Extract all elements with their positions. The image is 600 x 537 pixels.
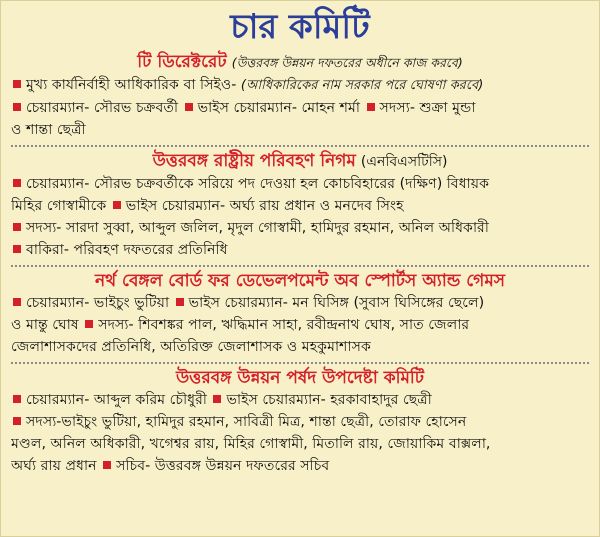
bullet-icon xyxy=(13,395,21,403)
section-2-line-4: বাকিরা- পরিবহণ দফতরের প্রতিনিধি xyxy=(11,239,589,261)
section-3-line-3: জেলাশাসকদের প্রতিনিধি, অতিরিক্ত জেলাশাসক ও মহকুমাশাসক xyxy=(11,339,371,355)
section-1-line-1: মুখ্য কার্যনির্বাহী আধিকারিক বা সিইও- (আধিকারিকের নাম সরকার পরে ঘোষণা করবে) xyxy=(11,74,589,97)
bullet-icon xyxy=(213,395,221,403)
divider xyxy=(11,362,589,364)
section-3-line-2: ও মান্তু ঘোষ সদস্য- শিবশঙ্কর পাল, ঋদ্ধিমান সাহা, রবীন্দ্রনাথ ঘোষ, সাত জেলার xyxy=(11,317,470,333)
divider xyxy=(11,145,589,147)
section-4-line-2: সদস্য-ভাইচুং ভুটিয়া, হামিদুর রহমান, সাবিত্রী মিত্র, শান্তা ছেত্রী, তোরাফ হোসেন xyxy=(11,411,589,433)
bullet-icon xyxy=(85,320,93,328)
section-2-title: উত্তরবঙ্গ রাষ্ট্রীয় পরিবহণ নিগম xyxy=(152,151,356,171)
page xyxy=(1,1,599,477)
section-1-header xyxy=(11,51,589,74)
bullet-icon xyxy=(13,179,21,187)
section-2-line-2: মিহির গোস্বামীকে ভাইস চেয়ারম্যান- অর্ঘ্য রায় প্রধান ও মনদেব সিংহ xyxy=(11,198,404,214)
section-4-line-4: অর্ঘ্য রায় প্রধান সচিব- উত্তরবঙ্গ উন্নয়ন দফতরের সচিব xyxy=(11,458,330,474)
bullet-icon xyxy=(13,298,21,306)
section-2-line-1: চেয়ারম্যান- সৌরভ চক্রবর্তীকে সরিয়ে পদ দেওয়া হল কোচবিহারের (দক্ষিণ) বিধায়ক xyxy=(11,173,589,195)
section-4-header xyxy=(11,367,589,389)
section-3-title: নর্থ বেঙ্গল বোর্ড ফর ডেভেলপমেন্ট অব স্পোর্টস অ্যান্ড গেমস xyxy=(94,271,505,291)
section-1-note: (উত্তরবঙ্গ উন্নয়ন দফতরের অধীনে কাজ করবে) xyxy=(231,55,463,70)
section-4-line-3: মণ্ডল, অনিল অধিকারী, খগেশ্বর রায়, মিহির গোস্বামী, মিতালি রায়, জোয়াকিম বাক্সলা, xyxy=(11,436,491,452)
section-2-line-3: সদস্য- সারদা সুব্বা, আব্দুল জলিল, মৃদুল গোস্বামী, হামিদুর রহমান, অনিল অধিকারী xyxy=(11,217,589,239)
bullet-icon xyxy=(13,80,21,88)
bullet-icon xyxy=(185,103,193,111)
bullet-icon xyxy=(103,461,111,469)
section-3-header xyxy=(11,270,589,292)
section-2-abbr: (এনবিএসটিসি) xyxy=(360,154,448,170)
bullet-icon xyxy=(176,298,184,306)
section-1-line-3: ও শান্তা ছেত্রী xyxy=(11,122,86,138)
bullet-icon xyxy=(13,417,21,425)
section-4-title: উত্তরবঙ্গ উন্নয়ন পর্ষদ উপদেষ্টা কমিটি xyxy=(175,368,425,388)
section-2-header xyxy=(11,150,589,173)
bullet-icon xyxy=(367,103,375,111)
section-1-line-2: চেয়ারম্যান- সৌরভ চক্রবর্তী ভাইস চেয়ারম্যান- মোহন শর্মা সদস্য- শুক্রা মুন্ডা xyxy=(11,97,589,119)
divider xyxy=(11,265,589,267)
bullet-icon xyxy=(13,245,21,253)
section-4-line-1: চেয়ারম্যান- আব্দুল করিম চৌধুরী ভাইস চেয়ারম্যান- হরকাবাহাদুর ছেত্রী xyxy=(11,389,589,411)
bullet-icon xyxy=(13,103,21,111)
section-3-line-1: চেয়ারম্যান- ভাইচুং ভুটিয়া ভাইস চেয়ারম্যান- মন ঘিসিঙ্গ (সুবাস ঘিসিঙ্গের ছেলে) xyxy=(11,292,589,314)
page-title: চার কমিটি xyxy=(230,7,370,47)
bullet-icon xyxy=(13,223,21,231)
bullet-icon xyxy=(113,201,121,209)
section-1-title: টি ডিরেক্টরেট xyxy=(137,52,227,72)
